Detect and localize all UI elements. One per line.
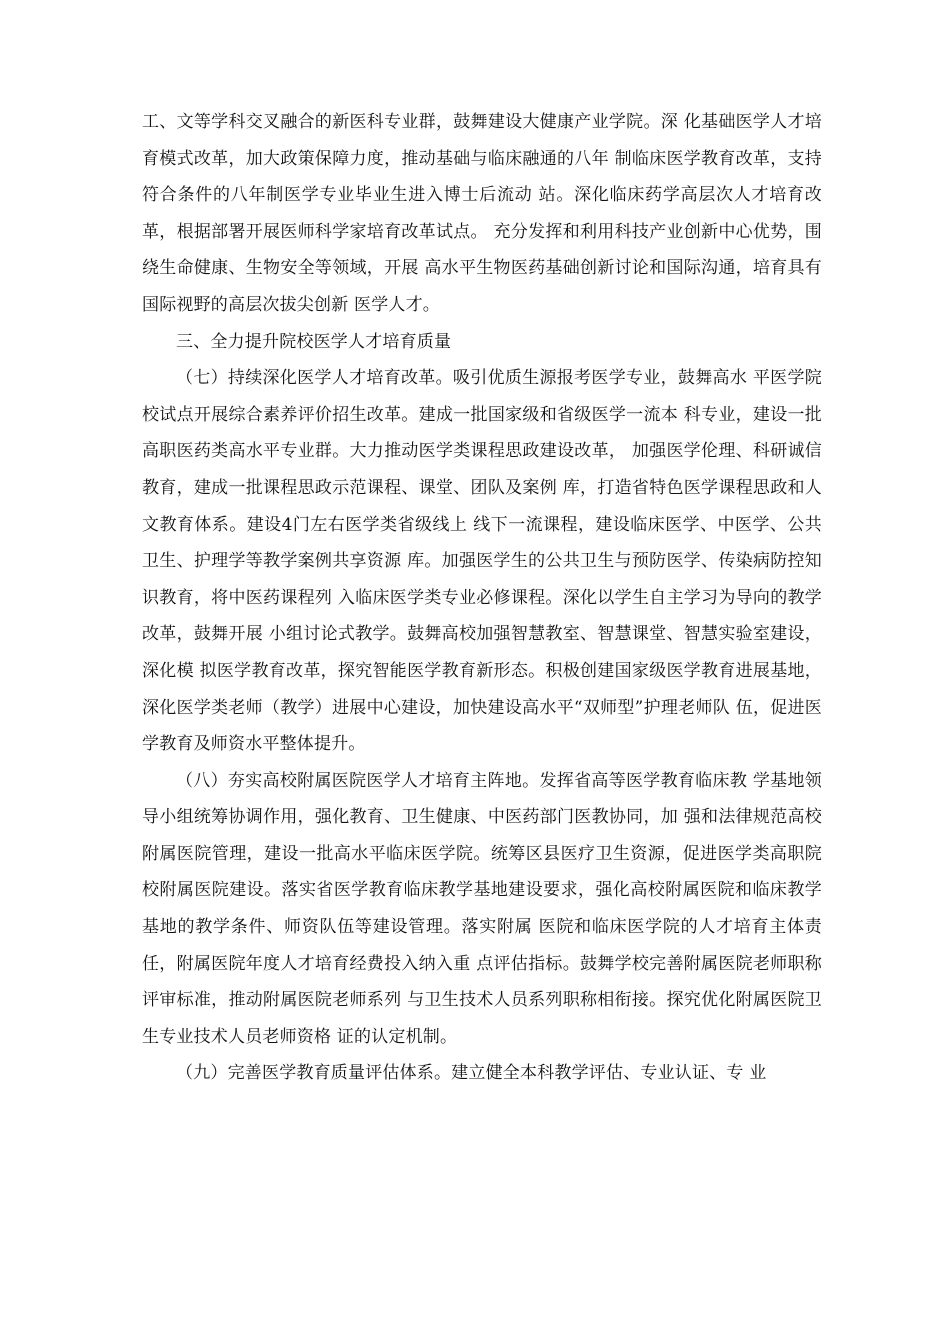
document-page — [142, 104, 822, 1092]
body-paragraph-nine: （九）完善医学教育质量评估体系。建立健全本科教学评估、专业认证、专 业 — [176, 1063, 767, 1084]
body-paragraph-continuation: 工、文等学科交叉融合的新医科专业群，鼓舞建设大健康产业学院。深 化基础医学人才培育模式改革，加大政策保障力度，推动基础与临床融通的八年 制临床医学教育改革，支持符合条件的八年制医学专业毕业生进入博士后流动 站。深化临床药学高层次人才培育改革，根据部署开展医师科学家培育改革试点。 充分发挥和利用科技产业创新中心优势，围绕生命健康、生物安全等领域，开展 高水平生物医药基础创新讨论和国际沟通，培育具有国际视野的高层次拔尖创新 医学人才。 — [142, 112, 822, 315]
section-heading-three: 三、全力提升院校医学人才培育质量 — [176, 331, 452, 352]
body-paragraph-eight: （八）夯实高校附属医院医学人才培育主阵地。发挥省高等医学教育临床教 学基地领导小组统筹协调作用，强化教育、卫生健康、中医药部门医教协同，加 强和法律规范高校附属医院管理，建设一批高水平临床医学院。统筹区县医疗卫生资源，促进医学类高职院校附属医院建设。落实省医学教育临床教学基地建设要求，强化高校附属医院和临床教学基地的教学条件、师资队伍等建设管理。落实附属 医院和临床医学院的人才培育主体责任，附属医院年度人才培育经费投入纳入重 点评估指标。鼓舞学校完善附属医院老师职称评审标准，推动附属医院老师系列 与卫生技术人员系列职称相衔接。探究优化附属医院卫生专业技术人员老师资格 证的认定机制。 — [142, 770, 822, 1047]
body-paragraph-seven: （七）持续深化医学人才培育改革。吸引优质生源报考医学专业，鼓舞高水 平医学院校试点开展综合素养评价招生改革。建成一批国家级和省级医学一流本 科专业，建设一批高职医药类高水平专业群。大力推动医学类课程思政建设改革， 加强医学伦理、科研诚信教育，建成一批课程思政示范课程、课堂、团队及案例 库，打造省特色医学课程思政和人文教育体系。建设4门左右医学类省级线上 线下一流课程，建设临床医学、中医学、公共卫生、护理学等教学案例共享资源 库。加强医学生的公共卫生与预防医学、传染病防控知识教育，将中医药课程列 入临床医学类专业必修课程。深化以学生自主学习为导向的教学改革，鼓舞开展 小组讨论式教学。鼓舞高校加强智慧教室、智慧课堂、智慧实验室建设，深化模 拟医学教育改革，探究智能医学教育新形态。积极创建国家级医学教育进展基地， 深化医学类老师（教学）进展中心建设，加快建设高水平“双师型”护理老师队 伍，促进医学教育及师资水平整体提升。 — [142, 368, 822, 755]
